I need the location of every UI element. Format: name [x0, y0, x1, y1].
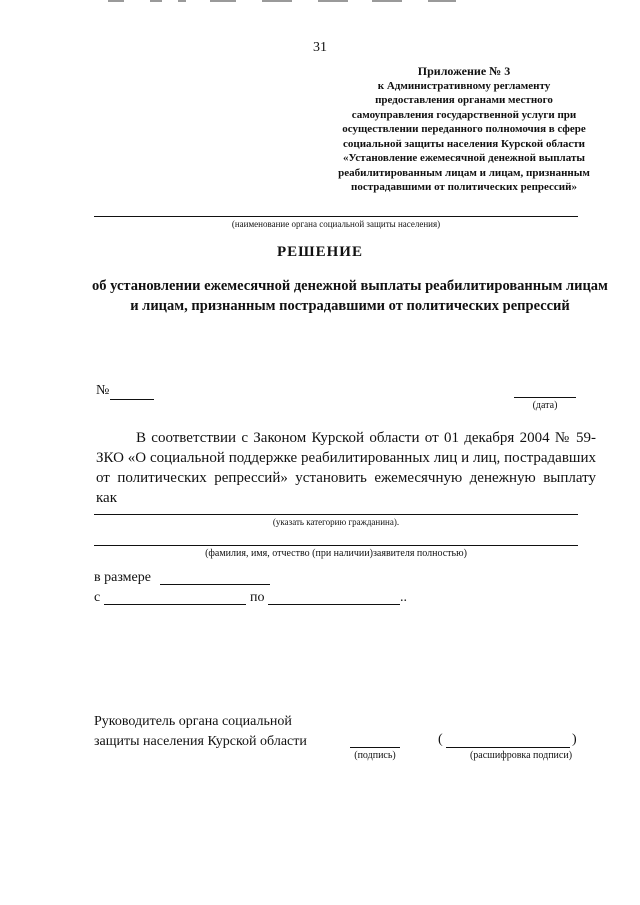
organ-name-caption: (наименование органа социальной защиты населения) [231, 219, 441, 229]
from-label: с [94, 590, 101, 605]
from-date-field-line[interactable] [104, 604, 246, 605]
appendix-line: Приложение № 3 [417, 64, 511, 78]
appendix-header [318, 64, 610, 195]
decode-open-paren: ( [438, 732, 443, 747]
appendix-line: к Административному регламенту [377, 79, 551, 92]
appendix-line: «Установление ежемесячной денежной выплаты [343, 152, 585, 164]
decode-close-paren: ) [572, 732, 577, 747]
category-field-line[interactable] [94, 514, 578, 515]
scan-artifact [262, 0, 292, 2]
scan-artifact [178, 0, 186, 2]
document-title: РЕШЕНИЕ [277, 244, 363, 260]
scan-artifact [108, 0, 124, 2]
number-field-line[interactable] [110, 399, 154, 400]
head-title-line: Руководитель органа социальной [94, 714, 292, 729]
scan-artifact [428, 0, 456, 2]
appendix-line: осуществлении переданного полномочия в сфере [342, 123, 586, 135]
scan-artifact [372, 0, 402, 2]
decision-body-text: В соответствии с Законом Курской области от 01 декабря 2004 № 59-ЗКО «О социальной поддержке реабилитированных лиц и лиц, пострадавших от политических репрессий» установить ежемесячную денежную выплату как [96, 430, 596, 506]
date-field-line[interactable] [514, 397, 576, 398]
page-number: 31 [313, 40, 327, 55]
appendix-line: социальной защиты населения Курской области [342, 137, 586, 150]
appendix-line: пострадавшими от политических репрессий» [351, 181, 577, 193]
head-title [94, 712, 307, 752]
appendix-line: предоставления органами местного [375, 94, 553, 106]
scan-artifact [210, 0, 236, 2]
signature-decode-field-line[interactable] [446, 747, 570, 748]
to-date-field-line[interactable] [268, 604, 400, 605]
scan-artifact [150, 0, 162, 2]
applicant-field-line[interactable] [94, 545, 578, 546]
signature-caption: (подпись) [354, 750, 396, 761]
applicant-caption: (фамилия, имя, отчество (при наличии)заявителя полностью) [205, 548, 467, 559]
amount-field-line[interactable] [160, 584, 270, 585]
scan-artifact [318, 0, 348, 2]
head-title-line: защиты населения Курской области [94, 734, 307, 749]
number-label: № [96, 383, 110, 398]
amount-label: в размере [94, 570, 151, 585]
appendix-line: самоуправления государственной услуги при [351, 108, 577, 121]
to-label: по [250, 590, 265, 605]
organ-name-line[interactable] [94, 216, 578, 217]
appendix-line: реабилитированным лицам и лицам, признанным [338, 166, 590, 179]
signature-field-line[interactable] [350, 747, 400, 748]
category-caption: (указать категорию гражданина). [272, 517, 400, 527]
signature-decode-caption: (расшифровка подписи) [469, 750, 573, 761]
to-suffix: .. [400, 590, 407, 605]
date-caption: (дата) [532, 400, 558, 411]
document-subtitle: об установлении ежемесячной денежной выплаты реабилитированным лицам и лицам, признанным пострадавшими от политических репрессий [92, 278, 608, 314]
